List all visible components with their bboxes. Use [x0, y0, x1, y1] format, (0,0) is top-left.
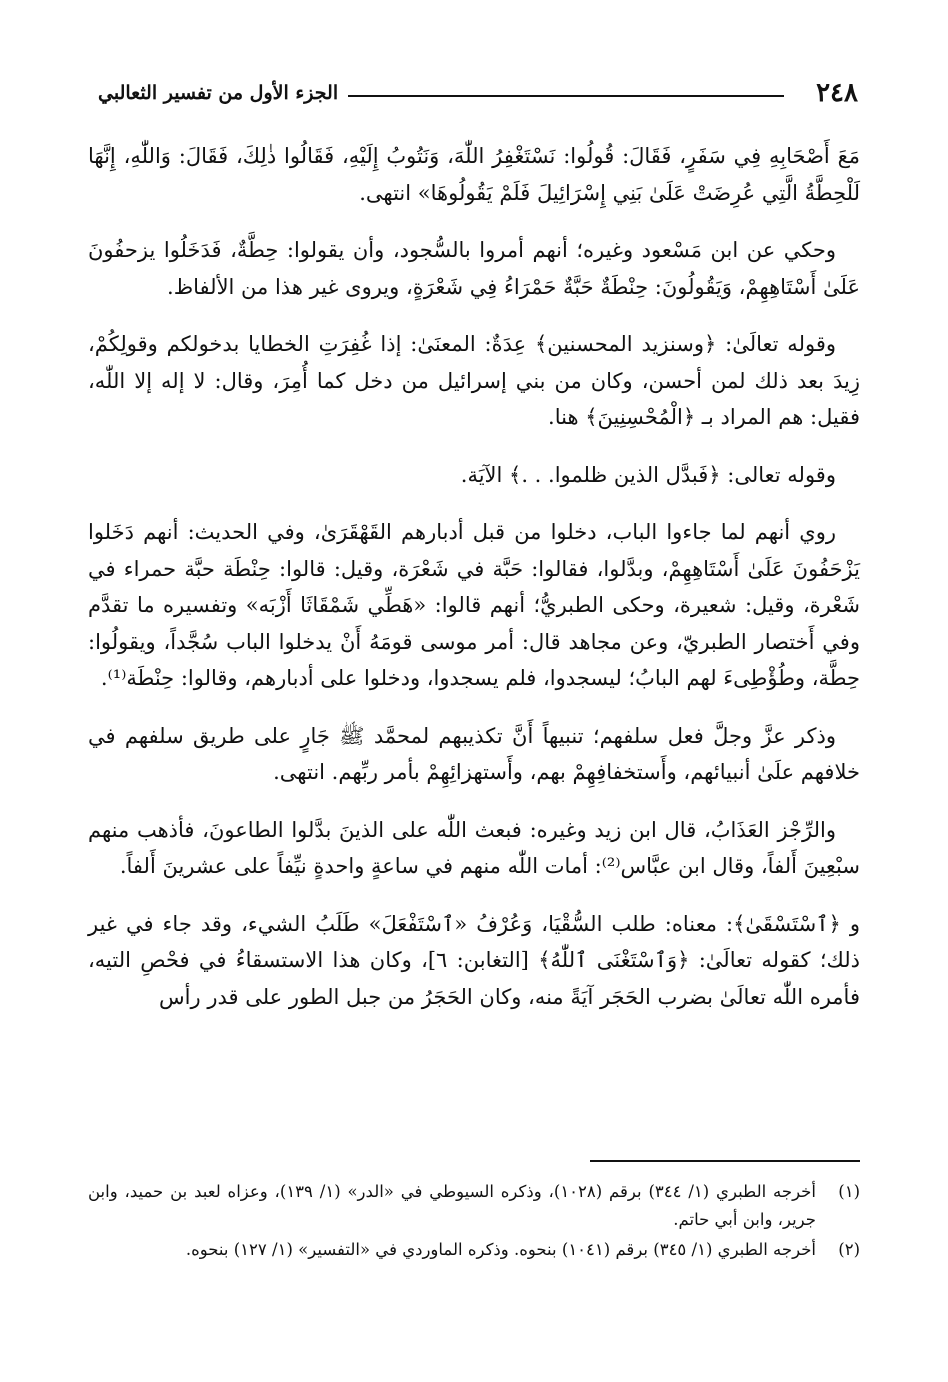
paragraph: وذكر عزَّ وجلَّ فعل سلفهم؛ تنبيهاً أَنَّ تكذيبهم لمحمَّد ﷺ جَارٍ على طريق سلفهم في خلافهم علَىٰ أنبيائهم، وأَستخفافِهِمْ بهم، وأَستهزائِهِمْ بأمر ربِّهم. انتهى. — [88, 723, 860, 784]
footnote-text: أخرجه الطبري (١/ ٣٤٤) برقم (١٠٢٨)، وذكره السيوطي في «الدر» (١/ ١٣٩)، وعزاه لعبد بن حميد، وابن جرير، وابن أبي حاتم. — [88, 1182, 816, 1229]
paragraph: وقوله تعالى: ﴿فَبدَّل الذين ظلموا. . .﴾ الآيَة. — [460, 462, 836, 487]
footnotes — [88, 1178, 860, 1266]
paragraph: و ﴿ٱسْتَسْقَىٰ﴾: معناه: طلب السُّقْيَا، وَعُرْفُ «ٱسْتَفْعَلَ» طَلَبُ الشيء، وقد جاء في غير ذلك؛ كقوله تعالَىٰ: ﴿وَٱسْتَغْنَى ٱللّٰهُ﴾ [التغابن: ٦]، وكان هذا الاستسقاءُ في فحْصِ التيه، فأمره اللّٰه تعالَىٰ بضرب الحَجَر آيَةً منه، وكان الحَجَرُ من جبل الطور على قدر رأس — [88, 911, 860, 1009]
paragraph: روي أنهم لما جاءوا الباب، دخلوا من قبل أدبارهم القَهْقَرَىٰ، وفي الحديث: أنهم دَخَلوا يَزْحَفُونَ عَلَىٰ أَسْتَاهِهِمْ، وبدَّلوا، فقالوا: حَبَّة في شَعْرَة، وقيل: قالوا: حِنْطَة حبَّة حمراء في شَعْرة، وقيل: شعيرة، وحكى الطبريُّ؛ أنهم قالوا: «هَطِّي شَمْقَاثَا أَزْبَه» وتفسيره ما تقدَّم وفي أَختصار الطبريّ، وعن مجاهد قال: أمر موسى قومَهُ أَنْ يدخلوا الباب سُجَّداً، ويقولُوا: حِطَّة، وطُؤْطِىءَ لهم البابُ؛ ليسجدوا، فلم يسجدوا، ودخلوا على أدبارهم، وقالوا: حِنْطَة⁽¹⁾. — [88, 520, 860, 690]
footnote-number: (١) — [838, 1182, 860, 1201]
header-rule — [348, 95, 784, 97]
page-number: ٢٤٨ — [816, 78, 858, 108]
main-text — [88, 138, 860, 1036]
footnote-separator — [590, 1160, 860, 1162]
footnote-number: (٢) — [838, 1240, 860, 1259]
footnote — [88, 1236, 860, 1264]
footnote-text: أخرجه الطبري (١/ ٣٤٥) برقم (١٠٤١) بنحوه. وذكره الماوردي في «التفسير» (١/ ١٢٧) بنحوه. — [185, 1240, 816, 1259]
paragraph: وقوله تعالَىٰ: ﴿وسنزيد المحسنين﴾ عِدَةٌ: المعنَىٰ: إذا غُفِرَتِ الخطايا بدخولكم وقولِكُمْ، زِيدَ بعد ذلك لمن أحسن، وكان من بني إسرائيل من دخل كما أُمِرَ، وقال: لا إله إلا اللّٰه، فقيل: هم المراد بـ ﴿الْمُحْسِنِينَ﴾ هنا. — [88, 332, 860, 429]
paragraph: مَعَ أَصْحَابِهِ فِي سَفَرٍ، فَقَالَ: قُولُوا: نَسْتَغْفِرُ اللّٰهَ، وَنَتُوبُ إِلَيْهِ، فَقَالُوا ذٰلِكَ، فَقَالَ: وَاللّٰهِ، إِنَّهَا لَلْحِطَّةُ الَّتِي عُرِضَتْ عَلَىٰ بَنِي إِسْرَائِيلَ فَلَمْ يَقُولُوهَا» انتهى. — [88, 144, 860, 205]
running-title: الجزء الأول من تفسير الثعالبي — [98, 82, 339, 104]
footnote — [88, 1178, 860, 1234]
paragraph: وحكي عن ابن مَسْعود وغيره؛ أنهم أمروا بالسُّجود، وأن يقولوا: حِطَّةٌ، فَدَخَلُوا يزحفُونَ عَلَىٰ أَسْتَاهِهِمْ، وَيَقُولُونَ: حِنْطَةٌ حَبَّةٌ حَمْرَاءُ فِي شَعْرَةٍ، ويروى غير هذا من الألفاظ. — [88, 238, 860, 299]
paragraph: والرِّجْز العَذَابُ، قال ابن زيد وغيره: فبعث اللّٰه على الذينَ بدَّلوا الطاعونَ، فأذهب منهم سبْعِينَ أَلفاً، وقال ابن عبَّاس⁽²⁾: أمات اللّٰه منهم في ساعةٍ واحدةٍ نيِّفاً على عشرينَ أَلفاً. — [88, 817, 860, 878]
page-header — [98, 76, 858, 116]
